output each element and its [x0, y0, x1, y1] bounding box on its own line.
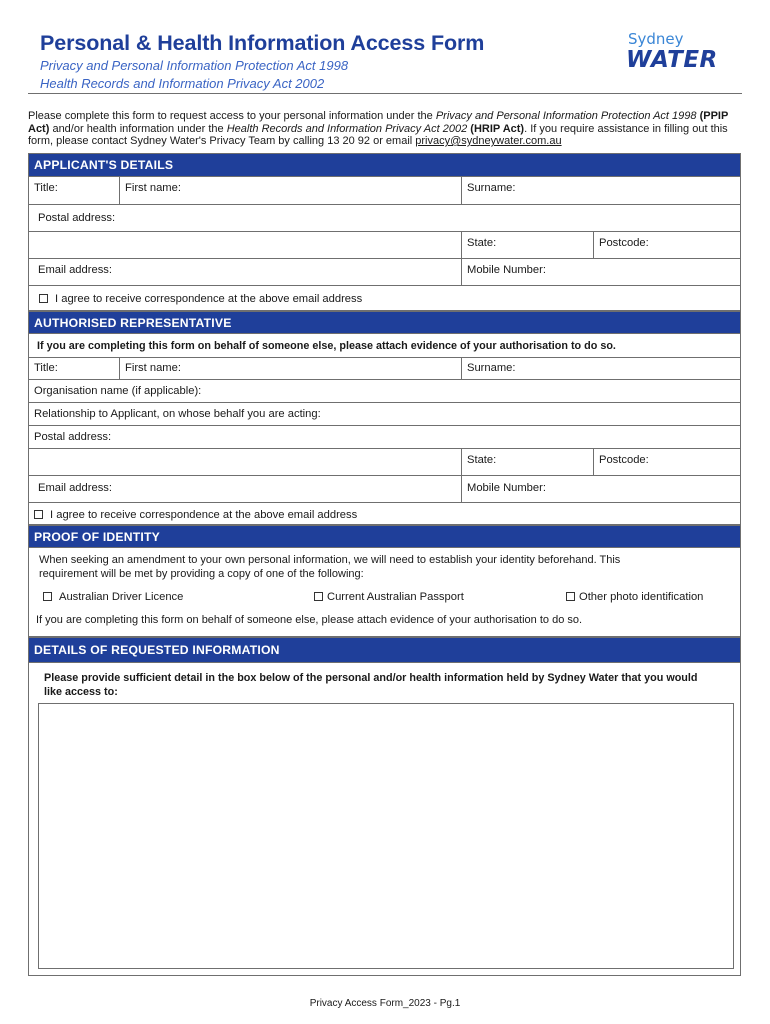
requested-information-heading: DETAILS OF REQUESTED INFORMATION [29, 638, 740, 663]
intro-text: Please complete this form to request access to your personal information under the [28, 110, 436, 122]
applicant-contact-row [29, 259, 740, 286]
applicant-title-field[interactable]: Title: [34, 182, 58, 194]
proof-of-identity-section [28, 525, 741, 637]
representative-agree-option[interactable] [34, 509, 357, 521]
applicant-first-name-field[interactable]: First name: [119, 177, 461, 204]
intro-text: . If you require assistance in filling out this form, please contact Sydney Water's Privacy Team by calling 13 20 92 or email [28, 122, 728, 147]
proof-of-identity-heading: PROOF OF IDENTITY [29, 526, 740, 548]
representative-postal-label: Postal address: [34, 431, 112, 443]
header-divider [28, 93, 742, 94]
applicant-postal-label-row [29, 205, 740, 232]
identity-option-passport[interactable] [314, 591, 464, 603]
identity-authorisation-note: If you are completing this form on behalf of someone else, please attach evidence of your authorisation to do so. [36, 614, 583, 626]
identity-requirement-paragraph: When seeking an amendment to your own personal information, we will need to establish your identity beforehand. This requirement will be met by providing a copy of one of the following: [39, 554, 621, 580]
passport-checkbox[interactable] [314, 592, 323, 601]
applicant-agree-row [29, 286, 740, 311]
driver-licence-checkbox[interactable] [43, 592, 52, 601]
other-photo-id-checkbox[interactable] [566, 592, 575, 601]
representative-agree-row [29, 503, 740, 525]
representative-agree-checkbox[interactable] [34, 510, 43, 519]
representative-contact-row [29, 476, 740, 503]
privacy-email-link[interactable]: privacy@sydneywater.com.au [415, 135, 562, 147]
applicant-mobile-field[interactable]: Mobile Number: [461, 259, 740, 285]
applicant-email-field[interactable]: Email address: [38, 264, 112, 276]
passport-label: Current Australian Passport [327, 591, 464, 603]
intro-act-ppip: Privacy and Personal Information Protection Act 1998 [435, 110, 697, 122]
representative-mobile-field[interactable]: Mobile Number: [461, 476, 740, 502]
subtitle-ppip-act: Privacy and Personal Information Protection Act 1998 [40, 58, 349, 73]
representative-postcode-field[interactable]: Postcode: [593, 449, 740, 475]
logo-text-water: WATER [626, 47, 718, 73]
representative-state-field[interactable]: State: [461, 449, 593, 475]
representative-email-field[interactable]: Email address: [38, 482, 112, 494]
applicant-agree-option[interactable] [39, 293, 362, 305]
representative-postal-label-row [29, 426, 740, 449]
applicant-agree-checkbox[interactable] [39, 294, 48, 303]
representative-name-row [29, 358, 740, 380]
applicant-postcode-field[interactable]: Postcode: [593, 232, 740, 258]
representative-surname-field[interactable]: Surname: [461, 358, 740, 379]
representative-relationship-field[interactable]: Relationship to Applicant, on whose behalf you are acting: [34, 408, 321, 420]
representative-authorisation-note: If you are completing this form on behalf of someone else, please attach evidence of your authorisation to do so. [37, 340, 616, 352]
representative-postal-address-input[interactable] [29, 449, 461, 475]
applicant-state-field[interactable]: State: [461, 232, 593, 258]
intro-act-hrip: Health Records and Information Privacy Act 2002 [226, 122, 468, 135]
subtitle-hrip-act: Health Records and Information Privacy Act 2002 [40, 76, 325, 91]
applicant-name-row [29, 177, 740, 205]
sydney-water-logo [626, 30, 736, 78]
representative-agree-label: I agree to receive correspondence at the above email address [50, 509, 358, 521]
identity-option-driver-licence[interactable] [43, 591, 183, 603]
intro-abbr-hrip: (HRIP Act) [470, 122, 525, 135]
applicant-postal-row [29, 232, 740, 259]
identity-option-other-photo-id[interactable] [566, 591, 703, 603]
other-photo-id-label: Other photo identification [579, 591, 704, 603]
authorised-representative-section [28, 311, 741, 525]
driver-licence-label: Australian Driver Licence [59, 591, 184, 603]
intro-text: and/or health information under the [49, 122, 227, 135]
authorised-representative-heading: AUTHORISED REPRESENTATIVE [29, 312, 740, 334]
page-footer: Privacy Access Form_2023 - Pg.1 [309, 998, 461, 1009]
representative-note-row [29, 334, 740, 358]
requested-information-textarea[interactable] [38, 703, 734, 969]
form-title: Personal & Health Information Access Form [40, 31, 485, 55]
intro-abbr-ppip: (PPIP Act) [28, 110, 729, 135]
representative-organisation-field[interactable]: Organisation name (if applicable): [34, 385, 202, 397]
applicant-agree-label: I agree to receive correspondence at the above email address [55, 293, 363, 305]
applicant-postal-label: Postal address: [38, 212, 116, 224]
requested-information-instruction: Please provide sufficient detail in the box below of the personal and/or health information held by Sydney Water that you would like access to: [44, 672, 698, 698]
applicant-postal-address-input[interactable] [29, 232, 461, 258]
representative-organisation-row [29, 380, 740, 403]
applicant-details-heading: APPLICANT'S DETAILS [29, 154, 740, 177]
applicant-details-section [28, 153, 741, 311]
representative-postal-row [29, 449, 740, 476]
intro-paragraph [28, 110, 740, 148]
logo-text-sydney: Sydney [628, 30, 684, 48]
representative-title-field[interactable]: Title: [34, 362, 58, 374]
representative-relationship-row [29, 403, 740, 426]
applicant-surname-field[interactable]: Surname: [461, 177, 740, 204]
representative-first-name-field[interactable]: First name: [119, 358, 461, 379]
